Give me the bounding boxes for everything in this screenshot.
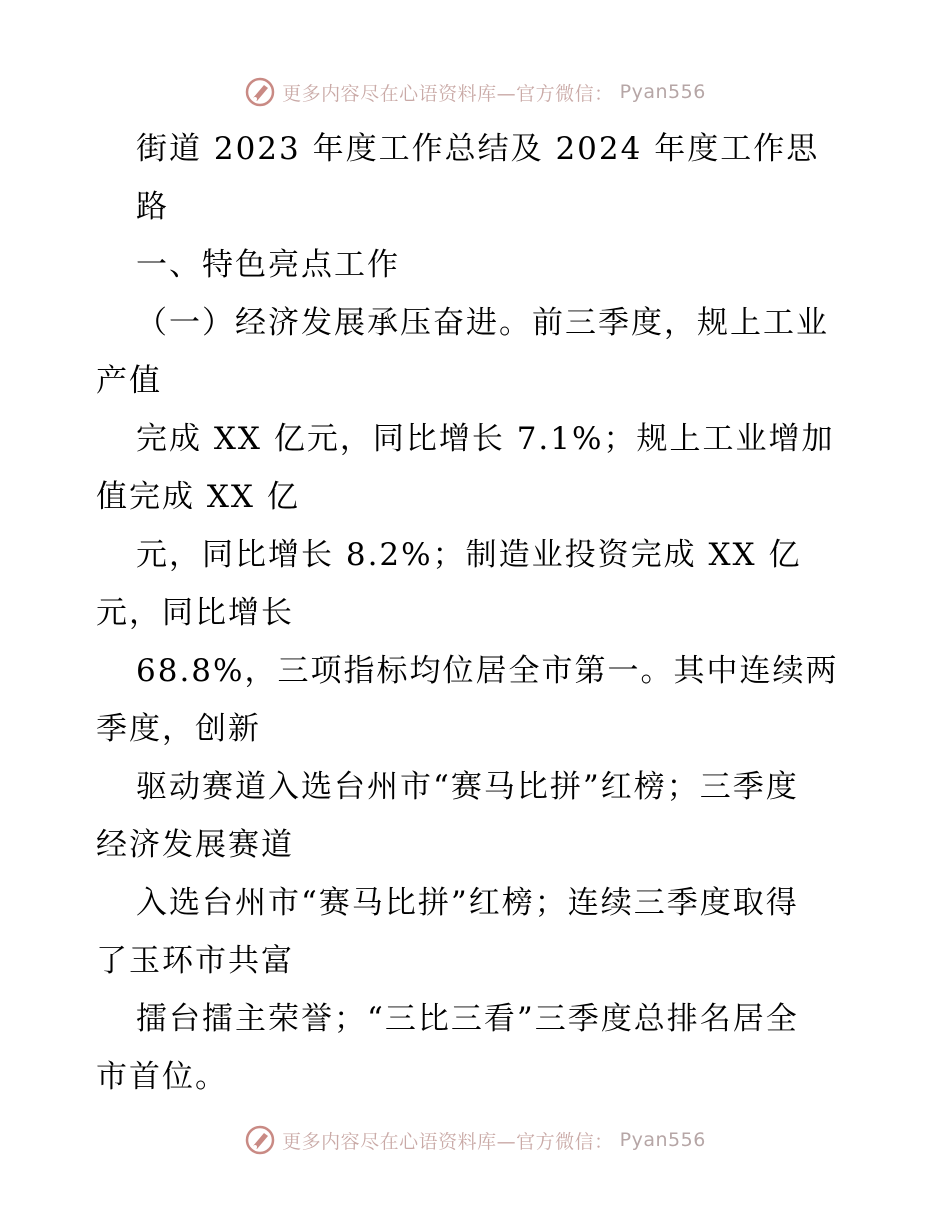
watermark-text: 更多内容尽在心语资料库—官方微信：	[282, 1130, 614, 1153]
footer-watermark	[0, 1120, 950, 1160]
text-line: 一、特色亮点工作	[136, 247, 400, 283]
text-line: 路	[136, 189, 169, 225]
text-line: 经济发展赛道	[96, 827, 294, 863]
text-line: 产值	[96, 363, 162, 399]
text-line: 入选台州市“赛马比拼”红榜；连续三季度取得	[136, 885, 799, 921]
text-line: （一）经济发展承压奋进。前三季度，规上工业	[136, 305, 829, 341]
watermark-wechat-id: Pyan556	[619, 81, 706, 103]
text-line: 值完成 XX 亿	[96, 479, 300, 515]
text-line: 市首位。	[96, 1059, 228, 1095]
text-line: 街道 2023 年度工作总结及 2024 年度工作思	[136, 131, 820, 167]
text-line: 驱动赛道入选台州市“赛马比拼”红榜；三季度	[136, 769, 799, 805]
watermark-wechat-id: Pyan556	[619, 1129, 706, 1151]
brand-logo-icon	[244, 1124, 276, 1156]
text-line: 擂台擂主荣誉；“三比三看”三季度总排名居全	[136, 1001, 799, 1037]
text-line: 元，同比增长	[96, 595, 294, 631]
text-line: 完成 XX 亿元，同比增长 7.1%；规上工业增加	[136, 421, 835, 457]
text-line: 了玉环市共富	[96, 943, 294, 979]
header-watermark	[0, 72, 950, 112]
text-line: 68.8%，三项指标均位居全市第一。其中连续两	[136, 653, 839, 689]
watermark-text: 更多内容尽在心语资料库—官方微信：	[282, 82, 614, 105]
text-line: 元，同比增长 8.2%；制造业投资完成 XX 亿	[136, 537, 802, 573]
text-line: 季度，创新	[96, 711, 261, 747]
document-body	[96, 120, 866, 1106]
brand-logo-icon	[244, 76, 276, 108]
